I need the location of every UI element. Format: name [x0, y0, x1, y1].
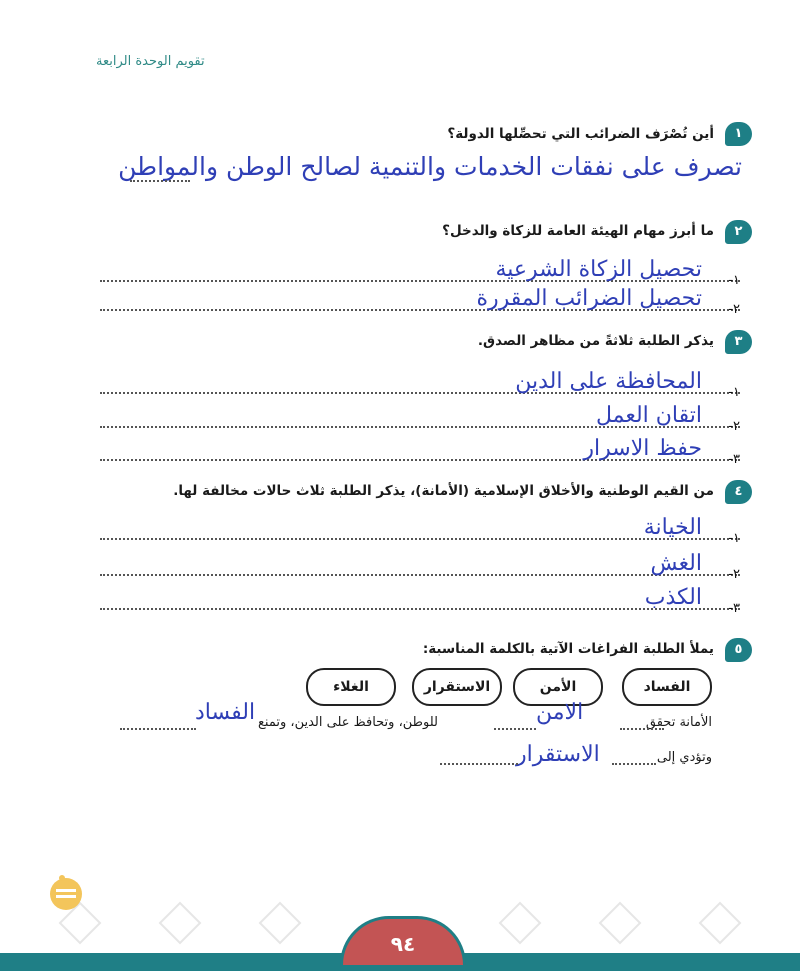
question-2-badge: ٢: [725, 220, 752, 244]
answer-line[interactable]: [100, 582, 740, 616]
word-option-istiqrar[interactable]: الاستقرار: [412, 668, 502, 706]
sentence-1-middle: للوطن، وتحافظ على الدين، وتمنع: [258, 715, 439, 730]
blank-dots: [620, 728, 664, 730]
blank-dots: [120, 728, 196, 730]
question-5-badge: ٥: [725, 638, 752, 662]
question-5-text: يملأ الطلبة الفراغات الآتية بالكلمة المناسبة:: [422, 641, 714, 657]
blank-dots: [494, 728, 536, 730]
question-1-text: أين تُصْرَف الضرائب التي تحصِّلها الدولة؟: [447, 126, 714, 142]
answer-line[interactable]: [100, 254, 740, 288]
answer-line[interactable]: [100, 433, 740, 467]
page-number: ٩٤: [340, 916, 466, 965]
question-2-text: ما أبرز مهام الهيئة العامة للزكاة والدخل؟: [442, 223, 714, 239]
handwritten-answer: تحصيل الزكاة الشرعية: [495, 257, 702, 282]
sentence-1-start: الأمانة تحقق: [645, 715, 712, 730]
item-number: ٢-: [728, 302, 740, 317]
answer-line[interactable]: [100, 512, 740, 546]
question-1-badge: ١: [725, 122, 752, 146]
answer-line[interactable]: [100, 283, 740, 317]
blank-2-answer[interactable]: الفساد: [195, 700, 256, 725]
question-3-badge: ٣: [725, 330, 752, 354]
handwritten-answer: اتقان العمل: [595, 403, 702, 428]
handwritten-answer: الغش: [650, 551, 702, 576]
blank-1-answer[interactable]: الامن: [536, 700, 584, 725]
answer-line[interactable]: [100, 548, 740, 582]
handwritten-answer: المحافظة على الدين: [515, 369, 702, 394]
item-number: ١-: [728, 531, 740, 546]
word-option-ghalaa[interactable]: الغلاء: [306, 668, 396, 706]
question-4-badge: ٤: [725, 480, 752, 504]
handwritten-answer: حفظ الاسرار: [583, 436, 702, 461]
unit-title: تقويم الوحدة الرابعة: [96, 54, 205, 69]
blank-dots: [612, 763, 656, 765]
item-number: ١-: [728, 385, 740, 400]
book-logo-icon: [46, 872, 86, 912]
question-1-answer: تصرف على نفقات الخدمات والتنمية لصالح الوطن والمواطن: [118, 152, 742, 181]
item-number: ٢-: [728, 419, 740, 434]
item-number: ١-: [728, 273, 740, 288]
question-4-text: من القيم الوطنية والأخلاق الإسلامية (الأمانة)، يذكر الطلبة ثلاث حالات مخالفة لها.: [173, 483, 714, 499]
item-number: ٣-: [728, 601, 740, 616]
answer-line[interactable]: [100, 366, 740, 400]
handwritten-answer: الخيانة: [643, 515, 702, 540]
item-number: ٢-: [728, 567, 740, 582]
blank-dots: [440, 763, 518, 765]
handwritten-answer: الكذب: [644, 585, 702, 610]
answer-dots: [130, 180, 190, 182]
item-number: ٣-: [728, 452, 740, 467]
blank-3-answer[interactable]: الاستقرار: [516, 742, 600, 767]
answer-line[interactable]: [100, 400, 740, 434]
word-option-fasad[interactable]: الفساد: [622, 668, 712, 706]
sentence-2-start: وتؤدي إلى: [656, 750, 712, 765]
question-3-text: يذكر الطلبة ثلاثةً من مظاهر الصدق.: [477, 333, 714, 349]
handwritten-answer: تحصيل الضرائب المقررة: [476, 286, 702, 311]
word-option-amn[interactable]: الأمن: [513, 668, 603, 706]
